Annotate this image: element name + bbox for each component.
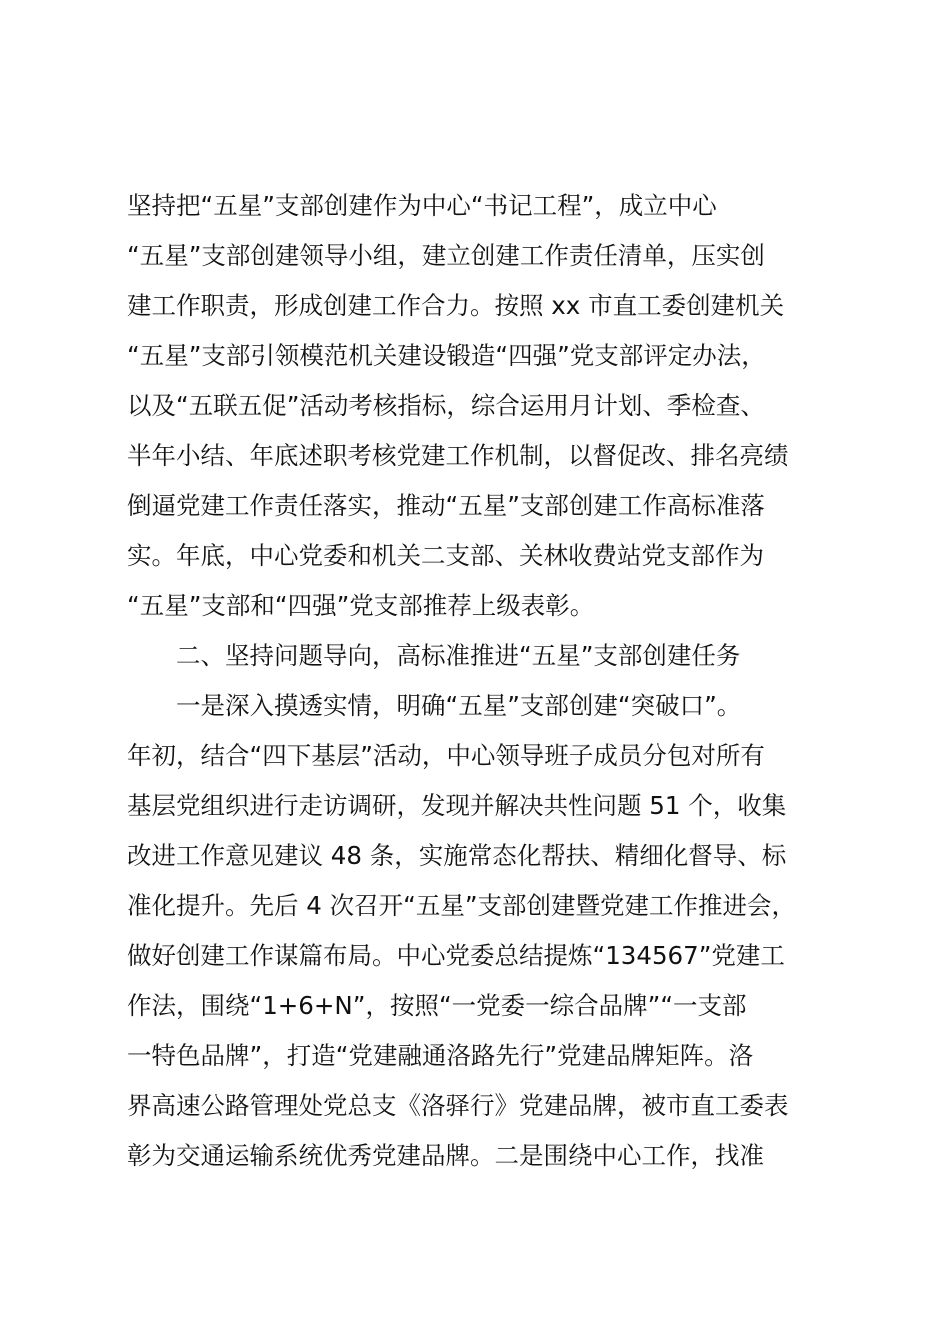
paragraph-line: 做好创建工作谋篇布局。中心党委总结提炼“134567”党建工 <box>127 941 785 970</box>
paragraph-line: 实。年底，中心党委和机关二支部、关林收费站党支部作为 <box>127 541 764 570</box>
paragraph-line: 建工作职责，形成创建工作合力。按照 xx 市直工委创建机关 <box>127 291 785 320</box>
paragraph-line: 准化提升。先后 4 次召开“五星”支部创建暨党建工作推进会， <box>127 891 797 920</box>
paragraph-line: “五星”支部和“四强”党支部推荐上级表彰。 <box>127 591 595 620</box>
paragraph-line: 界高速公路管理处党总支《洛驿行》党建品牌，被市直工委表 <box>127 1091 789 1120</box>
paragraph-line: 倒逼党建工作责任落实，推动“五星”支部创建工作高标准落 <box>127 491 765 520</box>
paragraph-line: 一是深入摸透实情，明确“五星”支部创建“突破口”。 <box>176 691 742 720</box>
paragraph-line: 改进工作意见建议 48 条，实施常态化帮扶、精细化督导、标 <box>127 841 787 870</box>
paragraph-line: 坚持把“五星”支部创建作为中心“书记工程”，成立中心 <box>127 191 717 220</box>
paragraph-line: 彰为交通运输系统优秀党建品牌。二是围绕中心工作，找准 <box>127 1141 764 1170</box>
paragraph-line: “五星”支部创建领导小组，建立创建工作责任清单，压实创 <box>127 241 765 270</box>
paragraph-line: 作法，围绕“1+6+N”，按照“一党委一综合品牌”“一支部 <box>127 991 747 1020</box>
paragraph-line: 一特色品牌”，打造“党建融通洛路先行”党建品牌矩阵。洛 <box>127 1041 754 1070</box>
section-heading: 二、坚持问题导向，高标准推进“五星”支部创建任务 <box>176 641 741 670</box>
paragraph-line: 基层党组织进行走访调研，发现并解决共性问题 51 个，收集 <box>127 791 787 820</box>
paragraph-line: 年初，结合“四下基层”活动，中心领导班子成员分包对所有 <box>127 741 765 770</box>
paragraph-line: “五星”支部引领模范机关建设锻造“四强”党支部评定办法， <box>127 341 766 370</box>
paragraph-line: 以及“五联五促”活动考核指标，综合运用月计划、季检查、 <box>127 391 765 420</box>
paragraph-line: 半年小结、年底述职考核党建工作机制，以督促改、排名亮绩 <box>127 441 789 470</box>
